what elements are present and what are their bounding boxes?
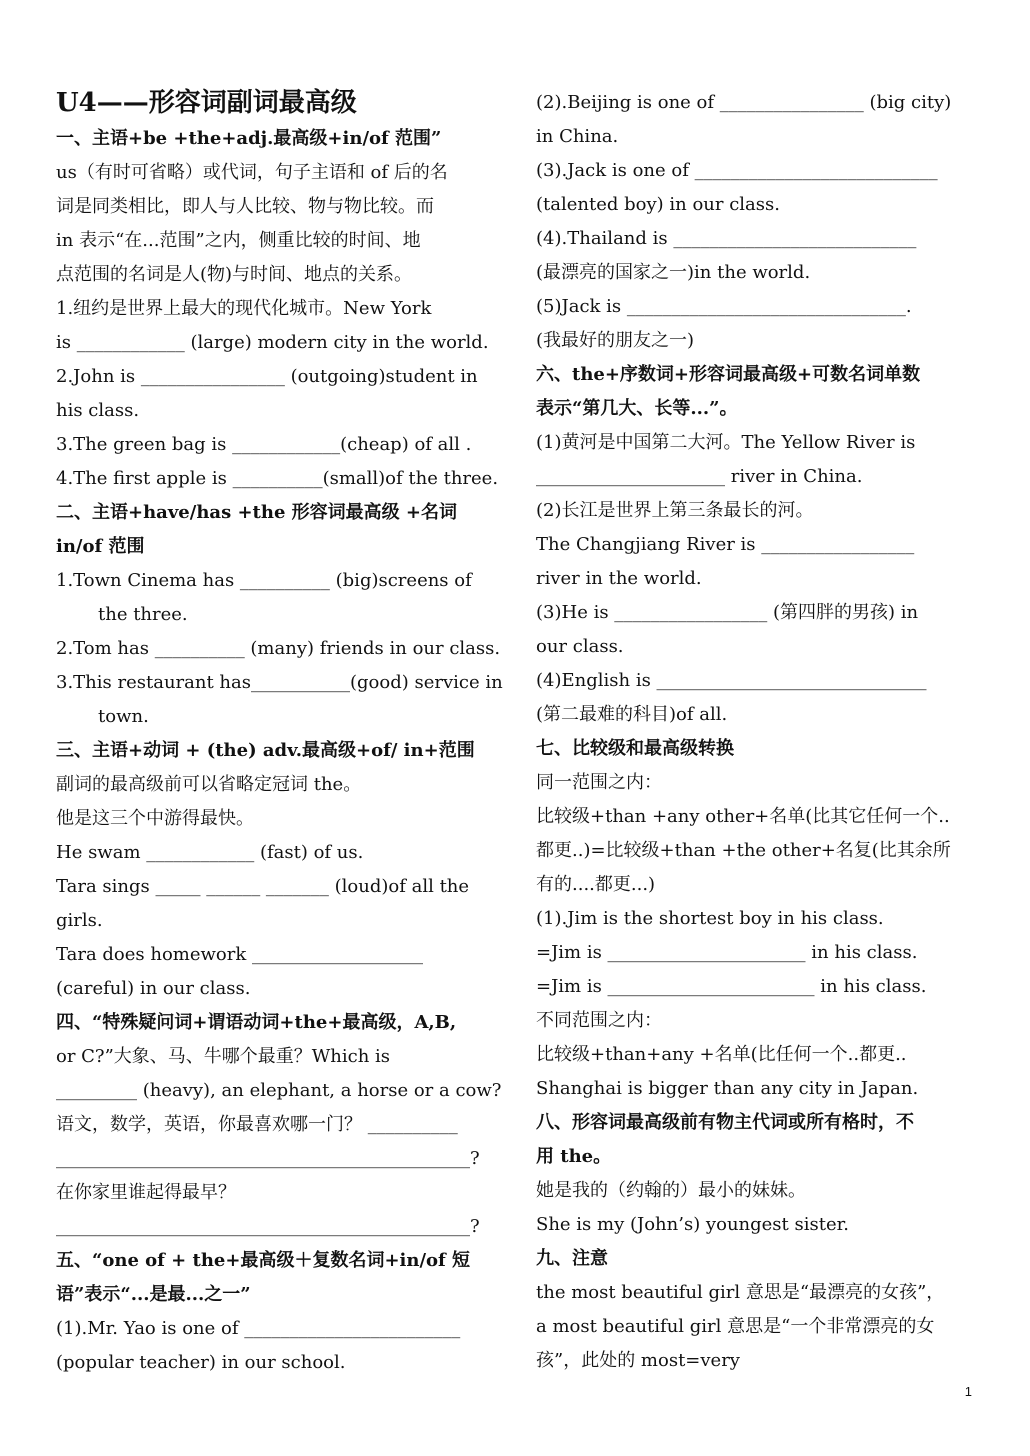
right-column	[536, 86, 976, 1378]
section-heading: 七、比较级和最高级转换	[536, 738, 734, 759]
section-heading: 一、主语+be +the+adj.最高级+in/of 范围”	[56, 128, 442, 149]
left-column	[56, 86, 503, 1380]
text-line: 1.Town Cinema has __________ (big)screens of	[56, 570, 472, 591]
text-line: river in the world.	[536, 568, 702, 589]
text-line: a most beautiful girl 意思是“一个非常漂亮的女	[536, 1316, 935, 1337]
text-line: (2).Beijing is one of ________________ (big city)	[536, 92, 952, 113]
text-line: (5)Jack is _______________________________.	[536, 296, 912, 317]
text-line: (1).Jim is the shortest boy in his class.	[536, 908, 884, 929]
section-heading: in/of 范围	[56, 536, 145, 557]
section-heading: 六、the+序数词+形容词最高级+可数名词单数	[536, 364, 921, 385]
page-number: 1	[964, 1384, 972, 1399]
text-line: ______________________________________________?	[56, 1216, 480, 1237]
text-line: _________ (heavy), an elephant, a horse or a cow?	[56, 1080, 502, 1101]
text-line: (3)He is _________________ (第四胖的男孩) in	[536, 602, 919, 623]
text-line: girls.	[56, 910, 103, 931]
text-line: (我最好的朋友之一)	[536, 330, 695, 351]
section-heading: 八、形容词最高级前有物主代词或所有格时，不	[536, 1112, 914, 1133]
text-line: (4)English is ______________________________	[536, 670, 927, 691]
text-line: He swam ____________ (fast) of us.	[56, 842, 364, 863]
text-line: 2.Tom has __________ (many) friends in our class.	[56, 638, 501, 659]
text-line: 点范围的名词是人(物)与时间、地点的关系。	[56, 264, 413, 285]
section-heading: 三、主语+动词 + (the) adv.最高级+of/ in+范围	[56, 740, 475, 761]
text-line: is ____________ (large) modern city in the world.	[56, 332, 489, 353]
text-line: (talented boy) in our class.	[536, 194, 780, 215]
section-heading: 四、“特殊疑问词+谓语动词+the+最高级，A,B,	[56, 1012, 457, 1033]
text-line: (careful) in our class.	[56, 978, 251, 999]
text-line: (1)黄河是中国第二大河。The Yellow River is	[536, 432, 916, 453]
section-heading: 九、注意	[536, 1248, 608, 1269]
section-heading: 二、主语+have/has +the 形容词最高级 +名词	[56, 502, 458, 523]
text-line: (3).Jack is one of ___________________________	[536, 160, 938, 181]
text-line: in 表示“在...范围”之内，侧重比较的时间、地	[56, 230, 421, 251]
text-line: (4).Thailand is ___________________________	[536, 228, 917, 249]
text-line: 语文，数学，英语，你最喜欢哪一门？ __________	[56, 1114, 458, 1135]
text-line: his class.	[56, 400, 140, 421]
text-line: (2)长江是世界上第三条最长的河。	[536, 500, 814, 521]
section-heading: 五、“one of + the+最高级＋复数名词+in/of 短	[56, 1250, 471, 1271]
text-line: the three.	[98, 604, 188, 625]
text-line: (popular teacher) in our school.	[56, 1352, 346, 1373]
text-line: 都更..)=比较级+than +the other+名复(比其余所	[536, 840, 951, 861]
text-line: 2.John is ________________ (outgoing)student in	[56, 366, 478, 387]
text-line: (1).Mr. Yao is one of ________________________	[56, 1318, 461, 1339]
text-line: Shanghai is bigger than any city in Japan.	[536, 1078, 919, 1099]
text-line: Tara does homework ___________________	[56, 944, 423, 965]
text-line: our class.	[536, 636, 624, 657]
text-line: 副词的最高级前可以省略定冠词 the。	[56, 774, 362, 795]
text-line: 比较级+than +any other+名单(比其它任何一个..	[536, 806, 950, 827]
text-line: 词是同类相比，即人与人比较、物与物比较。而	[56, 196, 434, 217]
text-line: 不同范围之内：	[536, 1010, 662, 1031]
text-line: _____________________ river in China.	[536, 466, 863, 487]
text-line: 4.The first apple is __________(small)of the three.	[56, 468, 499, 489]
section-heading: 语”表示“...是最...之一”	[56, 1284, 251, 1305]
section-heading: 表示“第几大、长等...”。	[536, 398, 738, 419]
text-line: (最漂亮的国家之一)in the world.	[536, 262, 811, 283]
text-line: town.	[98, 706, 149, 727]
text-line: in China.	[536, 126, 619, 147]
text-line: 比较级+than+any +名单(比任何一个..都更..	[536, 1044, 907, 1065]
text-line: 3.The green bag is ____________(cheap) of all .	[56, 434, 472, 455]
text-line: (第二最难的科目)of all.	[536, 704, 728, 725]
text-line: or C?”大象、马、牛哪个最重？Which is	[56, 1046, 391, 1067]
text-line: 孩”，此处的 most=very	[536, 1350, 740, 1371]
text-line: ______________________________________________?	[56, 1148, 480, 1169]
text-line: 他是这三个中游得最快。	[56, 808, 254, 829]
text-line: 3.This restaurant has___________(good) service in	[56, 672, 503, 693]
text-line: The Changjiang River is _________________	[536, 534, 915, 555]
text-line: She is my (John’s) youngest sister.	[536, 1214, 849, 1235]
text-line: 同一范围之内：	[536, 772, 662, 793]
text-line: =Jim is _______________________ in his class.	[536, 976, 927, 997]
text-line: the most beautiful girl 意思是“最漂亮的女孩”，	[536, 1282, 945, 1303]
text-line: 1.纽约是世界上最大的现代化城市。New York	[56, 298, 432, 319]
page-title: U4——形容词副词最高级	[56, 88, 357, 118]
text-line: =Jim is ______________________ in his class.	[536, 942, 918, 963]
text-line: us（有时可省略）或代词，句子主语和 of 后的名	[56, 162, 448, 183]
section-heading: 用 the。	[536, 1146, 612, 1167]
text-line: 在你家里谁起得最早？	[56, 1182, 236, 1203]
text-line: Tara sings _____ ______ _______ (loud)of all the	[56, 876, 470, 897]
text-line: 她是我的（约翰的）最小的妹妹。	[536, 1180, 806, 1201]
text-line: 有的....都更...)	[536, 874, 656, 895]
